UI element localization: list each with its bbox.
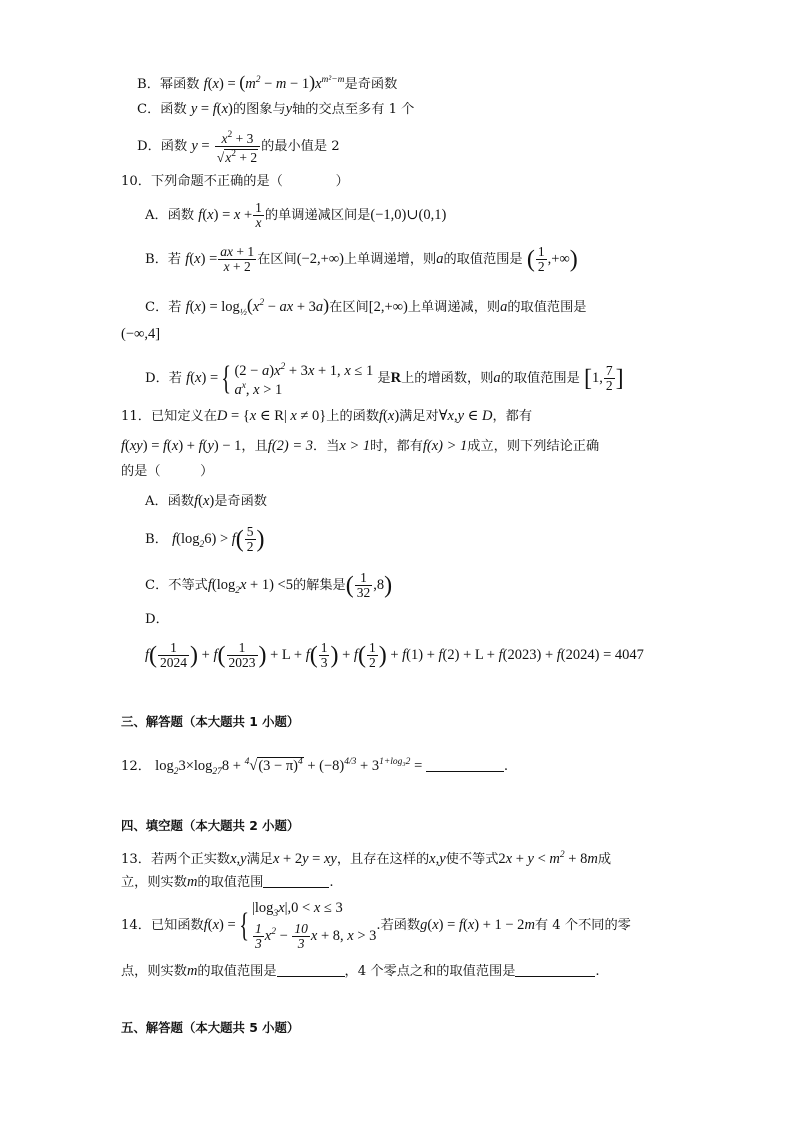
fraction: $\frac{x^2 + 3}{√x^2 + 2}$ xyxy=(215,128,260,165)
option-label: A． xyxy=(145,208,168,223)
formula: $\log_23\times\log_{27}8 + ^4√(3 - \pi)^4 + (-8)^{4/3} + 3^{1+log_32}$ = xyxy=(155,757,426,777)
option-label: C． xyxy=(145,300,169,315)
section-5-title: 五、解答题（本大题共 5 小题） xyxy=(121,1020,300,1035)
option-label: B． xyxy=(137,77,160,92)
q11-option-a: A．函数f(x)是奇函数 xyxy=(145,493,267,509)
answer-blank[interactable] xyxy=(263,873,329,888)
section-4-title: 四、填空题（本大题共 2 小题） xyxy=(121,818,300,833)
formula: f(x) = xyxy=(186,370,219,386)
answer-blank[interactable] xyxy=(426,757,504,772)
piecewise: $(2 - a)x^2 + 3x + 1$, x ≤ 1 $a^x$, x > 1 xyxy=(234,361,374,398)
formula: $f(x) = \log_{\frac{1}{2}}(x^2$ − ax + 3a) xyxy=(185,295,330,318)
q14-line-2: 点，则实数m的取值范围是 ，4 个零点之和的取值范围是 . xyxy=(121,963,600,979)
section-3-title: 三、解答题（本大题共 1 小题） xyxy=(121,714,300,729)
q10-option-d: D．若 f(x) ={ $(2 - a)x^2 + 3x + 1$, x ≤ 1 $a^x$, x > 1 是R上的增函数，则a的取值范围是 [1, $\frac{7}{2}$ ] xyxy=(145,359,624,398)
q10-option-b: B．若 f(x) = $\frac{ax + 1}{x + 2}$ 在区间(−2,+∞)上单调递增，则a的取值范围是 ( $\frac{1}{2}$ ,+∞) xyxy=(145,244,578,274)
option-label: A． xyxy=(145,494,168,509)
q11-option-d-label: D． xyxy=(145,612,169,627)
q13-line-1: 13．若两个正实数x,y满足x + 2y = xy，且存在这样的x,y使不等式$2x + y < m^2 + 8m$成 xyxy=(121,850,611,867)
q13-line-2: 立，则实数m的取值范围 . xyxy=(121,874,334,890)
q10-option-c: C．若 $f(x) = \log_{\frac{1}{2}}(x^2$ − ax + 3a)在区间[2,+∞)上单调递减，则a的取值范围是 xyxy=(145,295,587,318)
option-label: D． xyxy=(137,139,161,154)
q11-line-3: 的是（ ） xyxy=(121,464,214,479)
option-label: B． xyxy=(145,252,168,267)
piecewise: $|\log_3x|,0 < x \le 3$ $\frac{1}{3}$ $x^2$ − $\frac{10}{3}$ x + 8, x > 3 xyxy=(252,899,377,951)
formula: y = f(x) xyxy=(190,101,233,117)
q11-option-b: B． $f(\log_26) > f$( $\frac{5}{2}$ ) xyxy=(145,524,265,554)
formula: $f(x) = (m^2 - m - 1)x^{m^2-m}$ xyxy=(203,72,345,92)
q11-option-c: C．不等式$f(\log_2x + 1) <5$的解集是( $\frac{1}{32}$ ,8) xyxy=(145,570,393,600)
formula: f(x) = xyxy=(185,251,218,267)
q14-line-1: 14．已知函数f(x) ={ $|\log_3x|,0 < x \le 3$ $\frac{1}{3}$ $x^2$ − $\frac{10}{3}$ x + 8, x > 3 .若函数g(x) = f(x) + 1 − 2m有 4 个不同的零 xyxy=(121,899,631,951)
q9-option-d: D．函数 y = $\frac{x^2 + 3}{√x^2 + 2}$ 的最小值是 2 xyxy=(137,130,340,165)
option-label: C． xyxy=(145,578,169,593)
q9-option-c: C．函数 y = f(x)的图象与y轴的交点至多有 1 个 xyxy=(137,101,415,117)
q11-option-d: f( $\frac{1}{2024}$ ) + f( $\frac{1}{2023}$ ) + L + f( $\frac{1}{3}$ ) + f( $\frac{1}{2}$ ) + f(1) + f(2) + L + f(2023) + f(2024) = 4047 xyxy=(145,640,644,670)
q10-stem: 10．下列命题不正确的是（ ） xyxy=(121,174,349,189)
option-label: B． xyxy=(145,532,168,547)
q12: 12． $\log_23\times\log_{27}8 + ^4√(3 - \pi)^4 + (-8)^{4/3} + 3^{1+log_32}$ = . xyxy=(121,757,509,777)
q11-line-2: f(xy) = f(x) + f(y) − 1，且f(2) = 3．当x > 1时，都有f(x) > 1成立，则下列结论正确 xyxy=(121,438,600,454)
formula: f(x) = x + xyxy=(198,207,253,223)
formula: y = xyxy=(191,138,210,154)
option-label: C． xyxy=(137,102,161,117)
interval: (−1,0)∪(0,1) xyxy=(370,207,447,223)
answer-blank[interactable] xyxy=(515,962,595,977)
q9-option-b: B．幂函数 $f(x) = (m^2 - m - 1)x^{m^2-m}$是奇函数 xyxy=(137,72,398,92)
q10-option-a: A．函数 f(x) = x + $\frac{1}{x}$ 的单调递减区间是(−1,0)∪(0,1) xyxy=(145,200,447,230)
option-label: D． xyxy=(145,371,169,386)
answer-blank[interactable] xyxy=(277,962,345,977)
q11-stem: 11．已知定义在D = {x ∈ R| x ≠ 0}上的函数f(x)满足对∀x,y ∈ D，都有 xyxy=(121,408,533,424)
q10-option-c-answer: (−∞,4] xyxy=(121,326,161,342)
